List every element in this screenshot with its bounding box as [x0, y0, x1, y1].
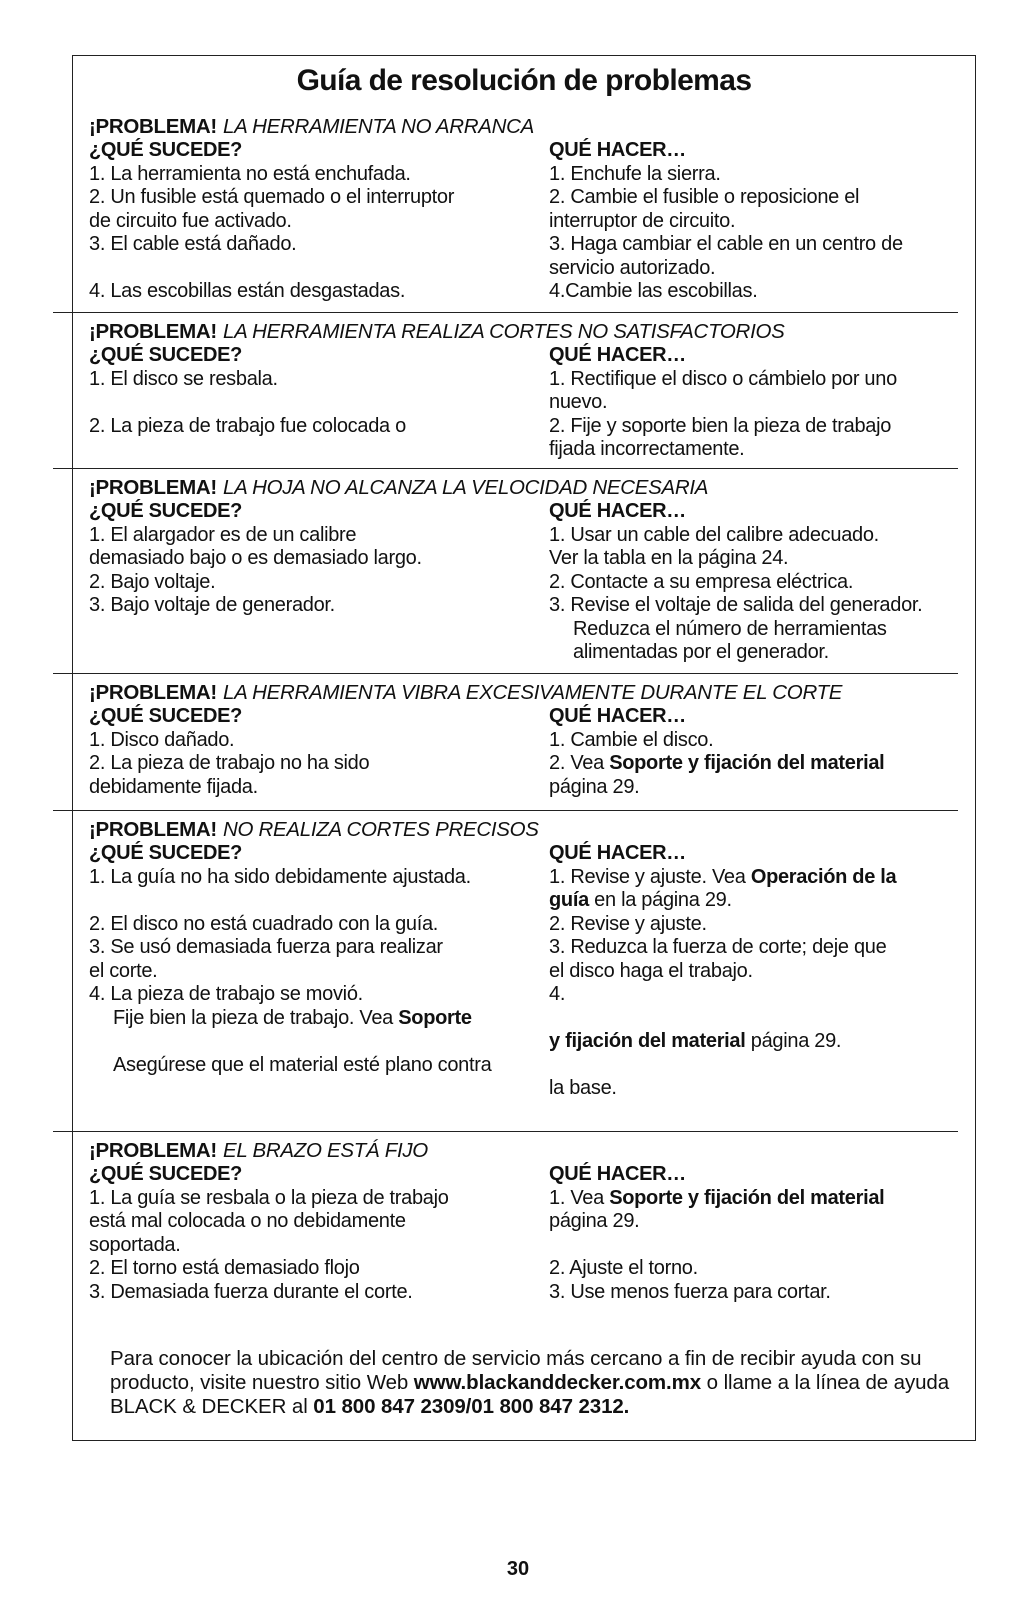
- cause-cell: [89, 210, 549, 234]
- table-row: [89, 524, 969, 548]
- footer-text-2: o llame a la línea de ayuda BLACK & DECKER al: [110, 1371, 950, 1418]
- table-row: [89, 1077, 969, 1101]
- table-row: [89, 913, 969, 937]
- column-headers: [89, 1163, 969, 1187]
- remedy-text: 2. Fije y soporte bien la pieza de trabajo: [549, 414, 892, 437]
- cause-cell: [89, 752, 549, 776]
- remedy-text: 1. Usar un cable del calibre adecuado.: [549, 523, 879, 546]
- col-header-do: QUÉ HACER…: [549, 139, 687, 161]
- table-row: [89, 1281, 969, 1305]
- cause-cell: [89, 1257, 549, 1281]
- remedy-cell: [549, 866, 969, 890]
- cause-text: de circuito fue activado.: [89, 209, 292, 232]
- remedy-after: página 29.: [745, 1030, 842, 1052]
- col-header-do: QUÉ HACER…: [549, 500, 687, 522]
- table-row: [89, 210, 969, 234]
- problem-label: ¡PROBLEMA!: [89, 320, 217, 343]
- col-header-do: QUÉ HACER…: [549, 1163, 687, 1185]
- table-row: [89, 438, 969, 462]
- cause-text: 3. Se usó demasiada fuerza para realizar: [89, 936, 443, 958]
- section-divider: [53, 673, 958, 674]
- remedy-cell: [549, 257, 969, 281]
- remedy-after: en la página 29.: [588, 889, 732, 911]
- cause-text: 1. La herramienta no está enchufada.: [89, 162, 411, 185]
- remedy-cell: [549, 618, 969, 642]
- cause-text: 2. Un fusible está quemado o el interruptor: [89, 186, 455, 208]
- section-divider: [53, 1131, 958, 1132]
- problem-label: ¡PROBLEMA!: [89, 818, 217, 841]
- problem-label: ¡PROBLEMA!: [89, 1139, 217, 1162]
- column-headers: [89, 344, 969, 368]
- problem-label: ¡PROBLEMA!: [89, 476, 217, 499]
- table-row: [89, 233, 969, 257]
- col-header-what: ¿QUÉ SUCEDE?: [89, 500, 243, 522]
- remedy-cell: [549, 936, 969, 960]
- table-row: [89, 752, 969, 776]
- col-header-what: ¿QUÉ SUCEDE?: [89, 1163, 243, 1185]
- table-row: [89, 1210, 969, 1234]
- remedy-text: página 29.: [549, 775, 640, 798]
- cause-cell: [89, 524, 549, 548]
- footer-text-1: Para conocer la ubicación del centro de servicio más cercano a fin de recibir ayuda con su producto, visite nuestro sitio Web: [110, 1347, 922, 1394]
- cause-cell: [89, 257, 549, 281]
- remedy-cell: [573, 1007, 969, 1031]
- cause-cell: [89, 391, 549, 415]
- cause-cell: [89, 1007, 573, 1031]
- table-row: [89, 960, 969, 984]
- cause-text: el corte.: [89, 959, 158, 982]
- problem-title: LA HERRAMIENTA REALIZA CORTES NO SATISFACTORIOS: [222, 320, 785, 343]
- cause-text: 2. Bajo voltaje.: [89, 570, 216, 593]
- table-row: [89, 618, 969, 642]
- section-divider: [53, 312, 958, 313]
- remedy-cell: [549, 960, 969, 984]
- table-row: [89, 889, 969, 913]
- remedy-cell: [549, 889, 969, 913]
- cause-cell: [89, 1234, 549, 1258]
- table-row: [89, 368, 969, 392]
- footer-url: www.blackanddecker.com.mx: [413, 1371, 702, 1394]
- remedy-text: 3. Haga cambiar el cable en un centro de: [549, 233, 903, 255]
- remedy-bold: y fijación del material: [549, 1030, 746, 1052]
- table-row: [89, 1187, 969, 1211]
- remedy-text: 1. Cambie el disco.: [549, 728, 714, 751]
- remedy-bold: Operación de la: [750, 865, 897, 888]
- table-row: [89, 936, 969, 960]
- remedy-text: 2. Ajuste el torno.: [549, 1257, 698, 1279]
- remedy-text: 3. Use menos fuerza para cortar.: [549, 1280, 831, 1303]
- remedy-cell: [549, 233, 969, 257]
- remedy-cell: [549, 1077, 969, 1101]
- cause-cell: [89, 571, 549, 595]
- remedy-cell: [549, 641, 969, 665]
- column-headers: [89, 705, 969, 729]
- remedy-text: fijada incorrectamente.: [549, 438, 745, 460]
- cause-cell: [89, 641, 549, 665]
- cause-cell: [89, 889, 549, 913]
- problem-section: [89, 818, 969, 1101]
- remedy-cell: [549, 524, 969, 548]
- cause-cell: [89, 936, 549, 960]
- remedy-cell: [549, 1187, 969, 1211]
- cause-cell: [89, 547, 549, 571]
- remedy-cell: [549, 729, 969, 753]
- table-row: [89, 1030, 969, 1054]
- cause-text: 4. Las escobillas están desgastadas.: [89, 280, 406, 302]
- remedy-text: 2. Revise y ajuste.: [549, 912, 707, 935]
- problem-heading: [89, 320, 969, 344]
- cause-text: 4. La pieza de trabajo se movió.: [89, 983, 363, 1005]
- cause-text: 1. Disco dañado.: [89, 728, 235, 751]
- problem-heading: [89, 818, 969, 842]
- cause-cell: [89, 1030, 549, 1054]
- cause-cell: [89, 618, 549, 642]
- cause-cell: [89, 1210, 549, 1234]
- remedy-text: 3. Reduzca la fuerza de corte; deje que: [549, 936, 887, 958]
- cause-cell: [89, 415, 549, 439]
- problem-heading: [89, 476, 969, 500]
- problem-heading: [89, 681, 969, 705]
- cause-cell: [89, 233, 549, 257]
- table-row: [89, 391, 969, 415]
- problem-section: [89, 115, 969, 304]
- remedy-cell: [549, 438, 969, 462]
- cause-cell: [89, 280, 549, 304]
- remedy-cell: [549, 983, 969, 1007]
- col-header-what: ¿QUÉ SUCEDE?: [89, 705, 243, 727]
- table-row: [89, 1007, 969, 1031]
- table-row: [89, 415, 969, 439]
- remedy-text: la base.: [549, 1077, 617, 1099]
- table-row: [89, 186, 969, 210]
- table-row: [89, 776, 969, 800]
- table-row: [89, 280, 969, 304]
- table-row: [89, 1257, 969, 1281]
- remedy-bold: guía: [549, 889, 589, 911]
- cause-text: está mal colocada o no debidamente: [89, 1210, 406, 1232]
- cause-text: 1. La guía no ha sido debidamente ajustada.: [89, 865, 471, 888]
- footer-note: [110, 1347, 960, 1419]
- problem-label: ¡PROBLEMA!: [89, 681, 217, 704]
- cause-text: 2. El disco no está cuadrado con la guía.: [89, 912, 439, 935]
- remedy-text: 1. Rectifique el disco o cámbielo por uno: [549, 367, 897, 390]
- col-header-what: ¿QUÉ SUCEDE?: [89, 139, 243, 161]
- remedy-text: 2. Contacte a su empresa eléctrica.: [549, 570, 854, 593]
- remedy-text: alimentadas por el generador.: [573, 641, 829, 663]
- table-row: [89, 641, 969, 665]
- cause-text: 1. El alargador es de un calibre: [89, 523, 357, 546]
- remedy-text: 3. Revise el voltaje de salida del generador.: [549, 594, 923, 616]
- page-title: Guía de resolución de problemas: [296, 64, 752, 97]
- remedy-cell: [549, 1281, 969, 1305]
- remedy-text: 1. Enchufe la sierra.: [549, 162, 721, 185]
- table-row: [89, 866, 969, 890]
- cause-cell: [89, 866, 549, 890]
- cause-text: 3. El cable está dañado.: [89, 233, 297, 255]
- remedy-text: nuevo.: [549, 391, 608, 413]
- column-headers: [89, 500, 969, 524]
- cause-text: 1. El disco se resbala.: [89, 367, 278, 390]
- remedy-cell: [549, 163, 969, 187]
- cause-cell: [89, 960, 549, 984]
- remedy-cell: [549, 1257, 969, 1281]
- cause-cell: [89, 1187, 549, 1211]
- remedy-text: 1. Revise y ajuste. Vea: [549, 865, 751, 888]
- remedy-cell: [549, 415, 969, 439]
- remedy-bold: Soporte y fijación del material: [609, 1186, 885, 1209]
- remedy-cell: [549, 776, 969, 800]
- cause-cell: [89, 594, 549, 618]
- remedy-text: 4.: [549, 983, 566, 1005]
- problem-section: [89, 681, 969, 799]
- col-header-what: ¿QUÉ SUCEDE?: [89, 344, 243, 366]
- remedy-cell: [549, 1234, 969, 1258]
- problem-title: EL BRAZO ESTÁ FIJO: [222, 1139, 428, 1162]
- cause-cell: [89, 729, 549, 753]
- remedy-text: interruptor de circuito.: [549, 209, 736, 232]
- cause-cell: [89, 186, 549, 210]
- cause-text: demasiado bajo o es demasiado largo.: [89, 547, 422, 569]
- section-divider: [53, 810, 958, 811]
- troubleshooting-box: [72, 55, 976, 1441]
- problem-title: NO REALIZA CORTES PRECISOS: [222, 818, 539, 841]
- cause-cell: [89, 368, 549, 392]
- table-row: [89, 729, 969, 753]
- remedy-cell: [549, 752, 969, 776]
- problem-section: [89, 320, 969, 462]
- cause-text: soportada.: [89, 1233, 181, 1256]
- cause-text: Fije bien la pieza de trabajo. Vea: [113, 1006, 399, 1029]
- remedy-text: el disco haga el trabajo.: [549, 959, 753, 982]
- problem-title: LA HOJA NO ALCANZA LA VELOCIDAD NECESARIA: [222, 476, 709, 499]
- remedy-text: servicio autorizado.: [549, 256, 716, 279]
- col-header-what: ¿QUÉ SUCEDE?: [89, 842, 243, 864]
- cause-text: 2. El torno está demasiado flojo: [89, 1257, 360, 1279]
- problem-section: [89, 1139, 969, 1304]
- remedy-cell: [549, 186, 969, 210]
- remedy-cell: [549, 1210, 969, 1234]
- problem-heading: [89, 115, 969, 139]
- table-row: [89, 1234, 969, 1258]
- col-header-do: QUÉ HACER…: [549, 842, 687, 864]
- remedy-cell: [549, 1030, 969, 1054]
- cause-cell: [89, 1281, 549, 1305]
- cause-cell: [89, 983, 549, 1007]
- remedy-text: 1. Vea: [549, 1186, 610, 1209]
- remedy-cell: [573, 1054, 969, 1078]
- cause-cell: [89, 438, 549, 462]
- remedy-text: 2. Vea: [549, 752, 610, 774]
- cause-cell: [89, 163, 549, 187]
- remedy-text: 4.Cambie las escobillas.: [549, 280, 758, 302]
- column-headers: [89, 842, 969, 866]
- section-divider: [53, 468, 958, 469]
- table-row: [89, 163, 969, 187]
- table-row: [89, 257, 969, 281]
- remedy-cell: [549, 547, 969, 571]
- cause-text: 1. La guía se resbala o la pieza de trabajo: [89, 1186, 449, 1209]
- table-row: [89, 594, 969, 618]
- cause-text: debidamente fijada.: [89, 775, 258, 798]
- cause-bold: Soporte: [398, 1006, 472, 1029]
- cause-text: 3. Demasiada fuerza durante el corte.: [89, 1280, 413, 1303]
- problem-section: [89, 476, 969, 665]
- table-row: [89, 547, 969, 571]
- remedy-cell: [549, 368, 969, 392]
- table-row: [89, 983, 969, 1007]
- remedy-bold: Soporte y fijación del material: [609, 752, 885, 774]
- cause-text: 3. Bajo voltaje de generador.: [89, 594, 335, 616]
- problem-title: LA HERRAMIENTA VIBRA EXCESIVAMENTE DURANTE EL CORTE: [222, 681, 843, 704]
- remedy-text: 2. Cambie el fusible o reposicione el: [549, 186, 860, 208]
- remedy-cell: [549, 571, 969, 595]
- cause-text: Asegúrese que el material esté plano contra: [113, 1053, 492, 1076]
- cause-text: 2. La pieza de trabajo fue colocada o: [89, 414, 406, 437]
- page-number: 30: [506, 1558, 530, 1580]
- cause-cell: [89, 1054, 573, 1078]
- remedy-cell: [549, 391, 969, 415]
- remedy-text: Ver la tabla en la página 24.: [549, 547, 789, 569]
- cause-cell: [89, 913, 549, 937]
- problem-heading: [89, 1139, 969, 1163]
- remedy-text: Reduzca el número de herramientas: [573, 617, 887, 640]
- remedy-cell: [549, 210, 969, 234]
- remedy-cell: [549, 594, 969, 618]
- remedy-cell: [549, 280, 969, 304]
- table-row: [89, 571, 969, 595]
- cause-cell: [89, 1077, 549, 1101]
- col-header-do: QUÉ HACER…: [549, 344, 687, 366]
- problem-label: ¡PROBLEMA!: [89, 115, 217, 138]
- col-header-do: QUÉ HACER…: [549, 705, 687, 727]
- footer-phone: 01 800 847 2309/01 800 847 2312.: [313, 1395, 630, 1418]
- column-headers: [89, 139, 969, 163]
- cause-text: 2. La pieza de trabajo no ha sido: [89, 752, 370, 774]
- remedy-text: página 29.: [549, 1210, 640, 1232]
- problem-title: LA HERRAMIENTA NO ARRANCA: [222, 115, 535, 138]
- cause-cell: [89, 776, 549, 800]
- table-row: [89, 1054, 969, 1078]
- remedy-cell: [549, 913, 969, 937]
